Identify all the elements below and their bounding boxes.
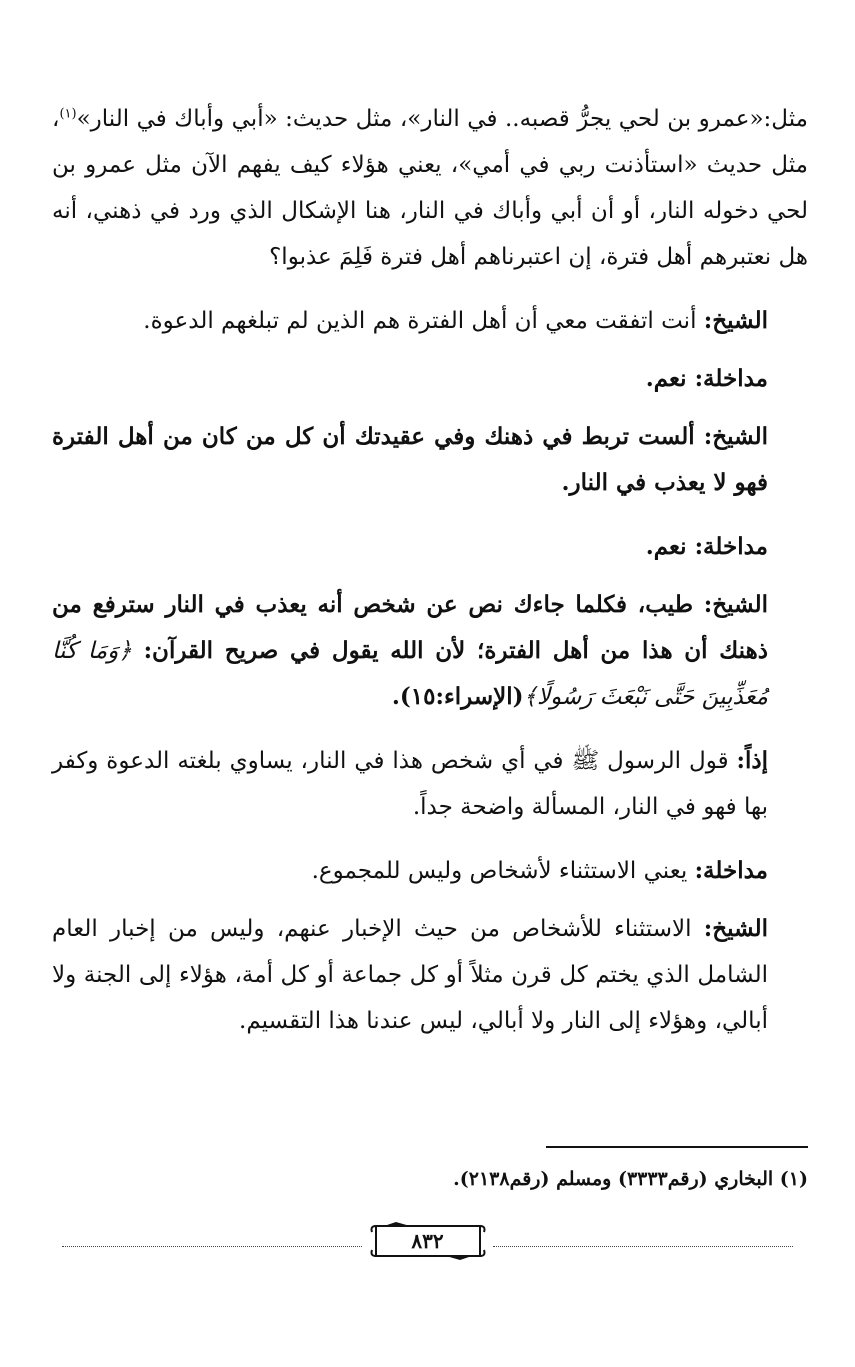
paragraph-text: طيب، فكلما جاءك نص عن شخص أنه يعذب في النار سترفع من ذهنك أن هذا من أهل الفترة؛ لأن الله يقول في صريح القرآن:: [52, 591, 768, 664]
paragraph-text: ألست تربط في ذهنك وفي عقيدتك أن كل من كان من أهل الفترة فهو لا يعذب في النار.: [52, 423, 768, 496]
speaker-label: مداخلة:: [694, 365, 768, 392]
paragraph-text: يعني الاستثناء لأشخاص وليس للمجموع.: [311, 858, 695, 884]
footnote-divider: [546, 1146, 808, 1148]
footnote: (١) البخاري (رقم٣٣٣٣) ومسلم (رقم٢١٣٨).: [453, 1168, 808, 1190]
paragraph-interjection-1: [52, 356, 808, 402]
paragraph-conclusion: [52, 738, 808, 830]
page-body: [52, 96, 808, 1062]
paragraph-text: نعم.: [645, 533, 695, 560]
page-number: ٨٣٢: [411, 1229, 444, 1253]
paragraph-text: قول الرسول ﷺ في أي شخص هذا في النار، يساوي بلغته الدعوة وكفر بها فهو في النار، المسألة واضحة جداً.: [52, 748, 768, 820]
footer-dotted-line-right: [493, 1246, 793, 1247]
speaker-label: مداخلة:: [694, 533, 768, 560]
speaker-label: الشيخ:: [703, 591, 768, 618]
page-number-badge: [370, 1222, 486, 1260]
speaker-label: الشيخ:: [703, 307, 768, 334]
speaker-label: الشيخ:: [703, 423, 768, 450]
speaker-label: الشيخ:: [703, 915, 768, 942]
paragraph-text: أنت اتفقت معي أن أهل الفترة هم الذين لم تبلغهم الدعوة.: [143, 308, 704, 334]
speaker-label: مداخلة:: [694, 857, 768, 884]
quran-verse: ﴿وَمَا كُنَّا مُعَذِّبِينَ حَتَّى نَبْعَثَ رَسُولًا﴾: [52, 638, 768, 710]
lead-word: إذاً:: [736, 747, 768, 774]
paragraph-sheikh-4: [52, 906, 808, 1044]
paragraph-text-continued: ، مثل حديث «استأذنت ربي في أمي»، يعني هؤلاء كيف يفهم الآن مثل عمرو بن لحي دخوله النار، أو أن أبي وأباك في النار، هنا الإشكال الذي ورد في ذهني، أنه هل نعتبرهم أهل فترة، إن اعتبرناهم أهل فترة فَلِمَ عذبوا؟: [52, 106, 808, 270]
footnote-reference: (١): [59, 106, 77, 122]
paragraph-interjection-3: [52, 848, 808, 894]
paragraph-sheikh-2: [52, 414, 808, 506]
paragraph-text: الاستثناء للأشخاص من حيث الإخبار عنهم، وليس من إخبار العام الشامل الذي يختم كل قرن مثلاً أو كل جماعة أو كل أمة، هؤلاء إلى الجنة ولا أبالي، وهؤلاء إلى النار ولا أبالي، ليس عندنا هذا التقسيم.: [52, 916, 768, 1034]
paragraph-text: مثل:«عمرو بن لحي يجرُّ قصبه.. في النار»، مثل حديث: «أبي وأباك في النار»: [76, 106, 808, 132]
footer-dotted-line-left: [62, 1246, 362, 1247]
paragraph-sheikh-1: [52, 298, 808, 344]
paragraph-question: [52, 96, 808, 280]
paragraph-interjection-2: [52, 524, 808, 570]
page-footer: [62, 1222, 793, 1262]
verse-reference: (الإسراء:١٥).: [391, 683, 524, 710]
paragraph-sheikh-3: [52, 582, 808, 720]
paragraph-text: نعم.: [645, 365, 695, 392]
